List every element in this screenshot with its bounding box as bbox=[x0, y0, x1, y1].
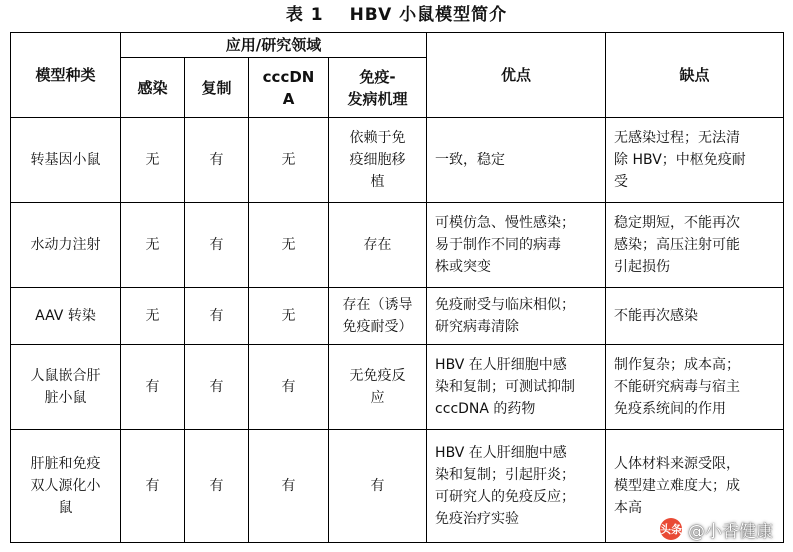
cccdna-cell: 有 bbox=[249, 430, 329, 543]
header-model-type: 模型种类 bbox=[11, 33, 121, 118]
header-row-top bbox=[11, 33, 784, 58]
table-row bbox=[11, 118, 784, 203]
cons-line: 不能再次感染 bbox=[614, 308, 699, 324]
cccdna-cell: 有 bbox=[249, 345, 329, 430]
cons-line: 制作复杂；成本高； bbox=[614, 357, 741, 373]
pros-line: 可模仿急、慢性感染； bbox=[435, 215, 576, 231]
model-name-cell bbox=[11, 288, 121, 345]
cccdna-cell: 无 bbox=[249, 288, 329, 345]
model-name-line: 鼠 bbox=[58, 500, 73, 516]
header-replication: 复制 bbox=[185, 58, 249, 118]
header-immune-line: 免疫- bbox=[359, 67, 396, 86]
header-pros: 优点 bbox=[427, 33, 606, 118]
cons-cell bbox=[606, 345, 784, 430]
watermark-text: @小香健康 bbox=[688, 521, 773, 542]
pros-line: 株或突变 bbox=[435, 259, 492, 275]
infection-cell: 有 bbox=[121, 345, 185, 430]
pros-cell bbox=[427, 345, 606, 430]
immune-line: 应 bbox=[370, 390, 385, 406]
infection-cell: 无 bbox=[121, 203, 185, 288]
immune-cell bbox=[329, 203, 427, 288]
header-immune bbox=[329, 58, 427, 118]
cccdna-cell: 无 bbox=[249, 118, 329, 203]
header-cons: 缺点 bbox=[606, 33, 784, 118]
cons-line: 稳定期短，不能再次 bbox=[614, 215, 741, 231]
cons-line: 不能研究病毒与宿主 bbox=[614, 379, 741, 395]
replication-cell: 有 bbox=[185, 345, 249, 430]
cons-line: 本高 bbox=[614, 500, 643, 516]
model-name-cell bbox=[11, 345, 121, 430]
cons-line: 引起损伤 bbox=[614, 259, 671, 275]
cons-line: 免疫系统间的作用 bbox=[614, 401, 727, 417]
table-caption bbox=[0, 2, 793, 28]
pros-line: 免疫治疗实验 bbox=[435, 511, 520, 527]
pros-line: HBV 在人肝细胞中感 bbox=[435, 357, 567, 373]
cons-line: 受 bbox=[614, 174, 629, 190]
cons-line: 无感染过程；无法清 bbox=[614, 130, 741, 146]
pros-line: 易于制作不同的病毒 bbox=[435, 237, 562, 253]
pros-line: HBV 在人肝细胞中感 bbox=[435, 445, 567, 461]
watermark bbox=[660, 516, 773, 542]
infection-cell: 有 bbox=[121, 430, 185, 543]
header-immune-line: 发病机理 bbox=[347, 89, 408, 108]
immune-line: 植 bbox=[370, 174, 385, 190]
pros-line: cccDNA 的药物 bbox=[435, 401, 536, 417]
pros-line: 研究病毒清除 bbox=[435, 319, 520, 335]
immune-cell bbox=[329, 430, 427, 543]
immune-line: 免疫耐受） bbox=[342, 319, 413, 335]
pros-line: 染和复制；可测试抑制 bbox=[435, 379, 576, 395]
cons-line: 模型建立难度大；成 bbox=[614, 478, 741, 494]
model-name-cell bbox=[11, 118, 121, 203]
model-name-line: 转基因小鼠 bbox=[30, 152, 101, 168]
model-name-cell bbox=[11, 430, 121, 543]
cons-line: 人体材料来源受限， bbox=[614, 456, 741, 472]
replication-cell: 有 bbox=[185, 430, 249, 543]
header-cccdna-line: cccDN bbox=[262, 67, 315, 86]
immune-line: 有 bbox=[370, 478, 385, 494]
pros-cell bbox=[427, 288, 606, 345]
infection-cell: 无 bbox=[121, 288, 185, 345]
table-row bbox=[11, 288, 784, 345]
header-cccdna-line: A bbox=[282, 89, 295, 108]
model-name-line: 脏小鼠 bbox=[44, 390, 87, 406]
table-number: 表 1 bbox=[285, 5, 324, 25]
pros-line: 可研究人的免疫反应； bbox=[435, 489, 576, 505]
model-name-line: 肝脏和免疫 bbox=[30, 456, 101, 472]
immune-line: 存在 bbox=[363, 237, 392, 253]
replication-cell: 有 bbox=[185, 118, 249, 203]
pros-cell bbox=[427, 203, 606, 288]
replication-cell: 有 bbox=[185, 203, 249, 288]
immune-cell bbox=[329, 288, 427, 345]
immune-line: 疫细胞移 bbox=[349, 152, 406, 168]
cons-line: 感染；高压注射可能 bbox=[614, 237, 741, 253]
header-cccdna bbox=[249, 58, 329, 118]
table-title: HBV 小鼠模型简介 bbox=[349, 5, 508, 25]
immune-line: 存在（诱导 bbox=[342, 297, 413, 313]
model-table bbox=[10, 32, 784, 543]
model-name-line: 水动力注射 bbox=[30, 237, 101, 253]
pros-line: 免疫耐受与临床相似； bbox=[435, 297, 576, 313]
toutiao-logo-icon: 头条 bbox=[660, 518, 682, 540]
immune-cell bbox=[329, 345, 427, 430]
pros-line: 一致，稳定 bbox=[435, 152, 506, 168]
cccdna-cell: 无 bbox=[249, 203, 329, 288]
replication-cell: 有 bbox=[185, 288, 249, 345]
header-application-group: 应用/研究领域 bbox=[121, 33, 427, 58]
model-name-line: AAV 转染 bbox=[35, 308, 96, 324]
infection-cell: 无 bbox=[121, 118, 185, 203]
immune-cell bbox=[329, 118, 427, 203]
pros-cell bbox=[427, 118, 606, 203]
immune-line: 依赖于免 bbox=[349, 130, 406, 146]
pros-cell bbox=[427, 430, 606, 543]
cons-cell bbox=[606, 203, 784, 288]
cons-cell bbox=[606, 288, 784, 345]
cons-cell bbox=[606, 118, 784, 203]
header-infection: 感染 bbox=[121, 58, 185, 118]
table-row bbox=[11, 345, 784, 430]
table-row bbox=[11, 203, 784, 288]
pros-line: 染和复制；引起肝炎； bbox=[435, 467, 576, 483]
immune-line: 无免疫反 bbox=[349, 368, 406, 384]
cons-line: 除 HBV；中枢免疫耐 bbox=[614, 152, 746, 168]
model-name-line: 人鼠嵌合肝 bbox=[30, 368, 101, 384]
model-name-cell bbox=[11, 203, 121, 288]
model-name-line: 双人源化小 bbox=[30, 478, 101, 494]
